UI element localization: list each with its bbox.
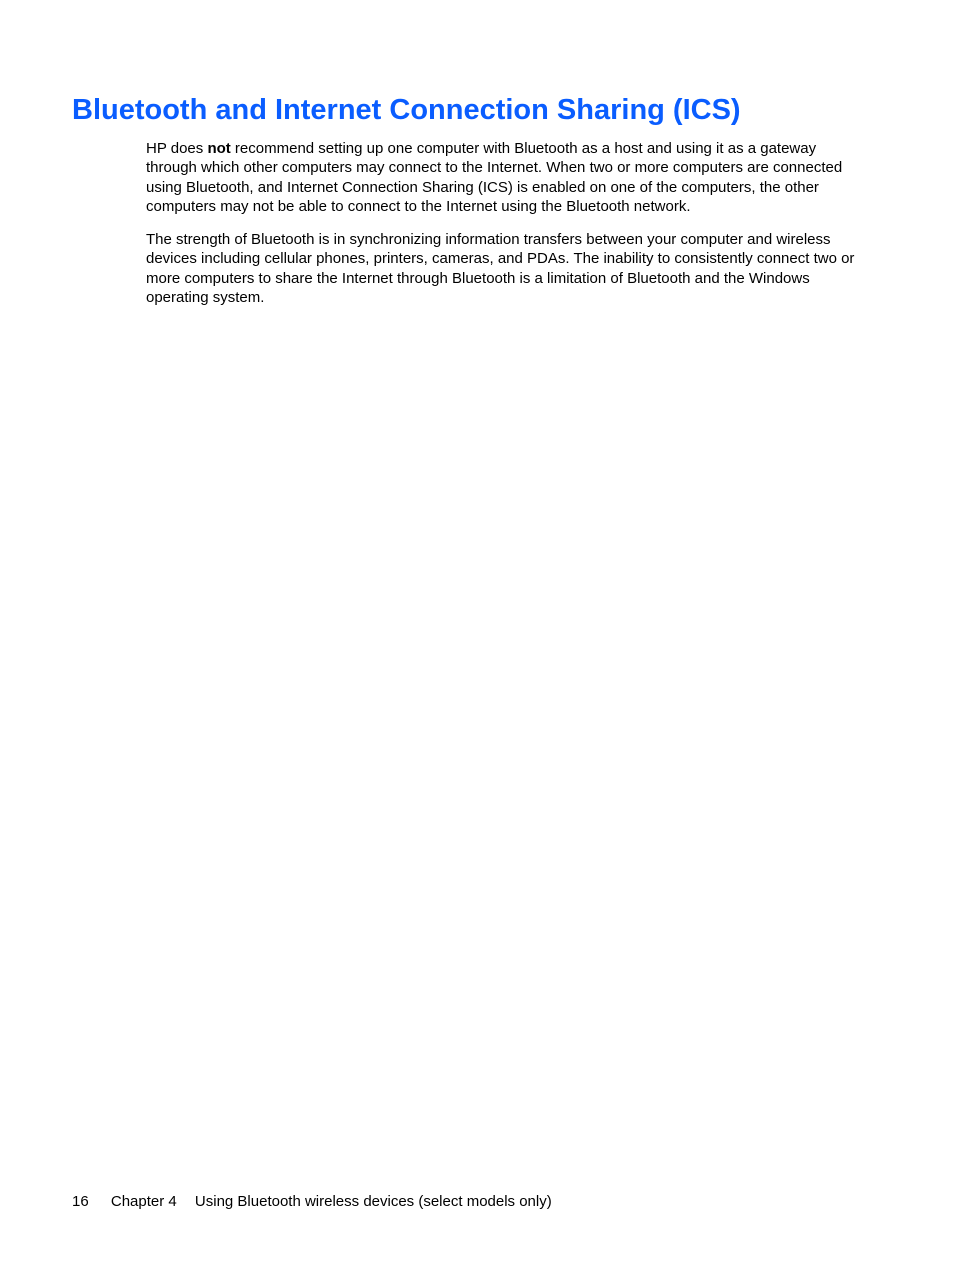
- page-footer: [72, 1192, 552, 1212]
- body-text: [146, 139, 870, 321]
- page-title: Bluetooth and Internet Connection Sharing (ICS): [72, 94, 741, 126]
- paragraph-1-rest: recommend setting up one computer with Bluetooth as a host and using it as a gateway through which other computers may connect to the Internet. When two or more computers are connected using Bluetooth, and Internet Connection Sharing (ICS) is enabled on one of the computers, the other computers may not be able to connect to the Internet using the Bluetooth network.: [146, 140, 843, 215]
- paragraph-1-start: HP does: [146, 140, 208, 157]
- page-number: 16: [72, 1193, 89, 1210]
- chapter-title: Using Bluetooth wireless devices (select models only): [194, 1193, 552, 1210]
- emphasis-not: not: [207, 140, 231, 157]
- paragraph-ics-recommendation: [146, 139, 870, 216]
- chapter-label: Chapter 4: [110, 1193, 177, 1210]
- paragraph-bluetooth-strength: The strength of Bluetooth is in synchronizing information transfers between your computer and wireless devices including cellular phones, printers, cameras, and PDAs. The inability to consistently connect two or more computers to share the Internet through Bluetooth is a limitation of Bluetooth and the Windows operating system.: [146, 231, 855, 307]
